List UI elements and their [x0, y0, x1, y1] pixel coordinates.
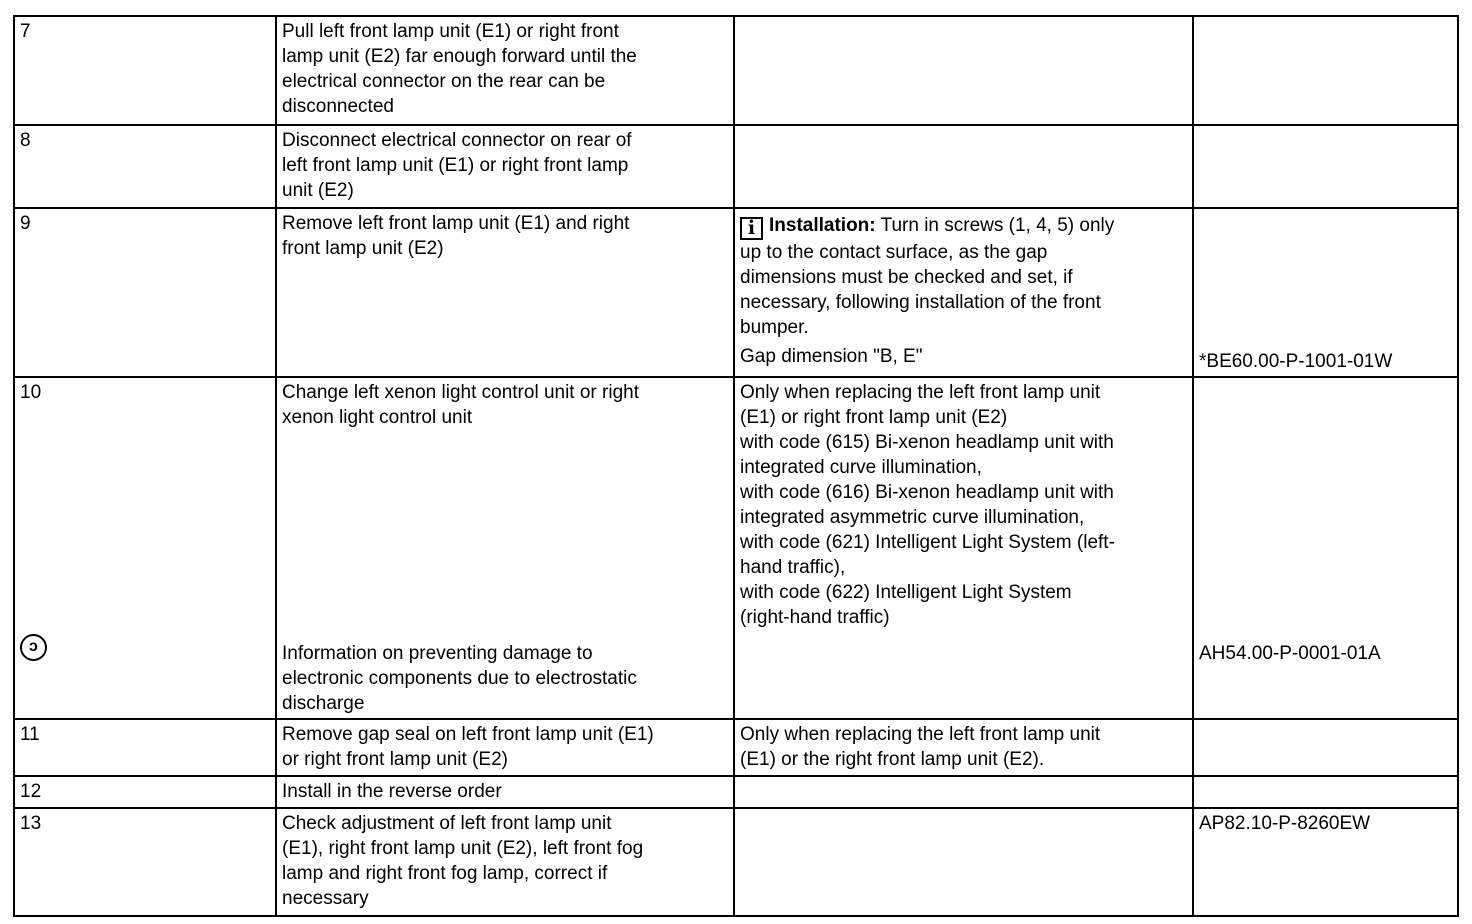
table-row — [14, 125, 1458, 208]
step-number: 12 — [14, 776, 276, 808]
reference-cell — [1193, 719, 1458, 776]
action-cell: Install in the reverse order — [276, 776, 734, 808]
reference-cell — [1193, 125, 1458, 208]
step-number: 13 — [14, 808, 276, 916]
action-cell: Change left xenon light control unit or right xenon light control unit Information on preventing damage to electronic components due to electrostatic discharge — [276, 377, 734, 719]
reference-link: *BE60.00-P-1001-01W — [1199, 351, 1393, 372]
reference-cell — [1193, 808, 1458, 916]
table-row — [14, 208, 1458, 377]
step-number: 9 — [14, 208, 276, 377]
table-row — [14, 377, 1458, 719]
step-number: 7 — [14, 16, 276, 125]
step-number: 8 — [14, 125, 276, 208]
notes-cell: Only when replacing the left front lamp unit (E1) or right front lamp unit (E2) with code (615) Bi-xenon headlamp unit with integrated curve illumination, with code (616) Bi-xenon headlamp unit with integrated asymmetric curve illumination, with code (621) Intelligent Light System (left- hand traffic), with code (622) Intelligent Light System (right-hand traffic) — [734, 377, 1193, 719]
procedure-table — [13, 15, 1459, 917]
step-number: 10 ᴐ — [14, 377, 276, 719]
notes-cell — [734, 776, 1193, 808]
action-cell: Remove left front lamp unit (E1) and right front lamp unit (E2) — [276, 208, 734, 377]
gap-dimension: Gap dimension "B, E" — [740, 346, 923, 367]
reference-link: AH54.00-P-0001-01A — [1199, 643, 1381, 664]
action-cell: Disconnect electrical connector on rear of left front lamp unit (E1) or right front lamp unit (E2) — [276, 125, 734, 208]
notes-cell — [734, 808, 1193, 916]
notes-cell — [734, 16, 1193, 125]
table-row — [14, 776, 1458, 808]
notes-cell: Only when replacing the left front lamp unit (E1) or the right front lamp unit (E2). — [734, 719, 1193, 776]
esd-warning-icon: ᴐ — [20, 634, 47, 661]
reference-link: AP82.10-P-8260EW — [1199, 813, 1371, 834]
action-cell: Check adjustment of left front lamp unit (E1), right front lamp unit (E2), left front fog lamp and right front fog lamp, correct if necessary — [276, 808, 734, 916]
reference-cell — [1193, 776, 1458, 808]
action-cell: Pull left front lamp unit (E1) or right front lamp unit (E2) far enough forward until the electrical connector on the rear can be disconnected — [276, 16, 734, 125]
reference-cell — [1193, 377, 1458, 719]
table-row — [14, 719, 1458, 776]
reference-cell — [1193, 16, 1458, 125]
notes-cell — [734, 125, 1193, 208]
notes-cell: i Installation: Turn in screws (1, 4, 5) only up to the contact surface, as the gap dimensions must be checked and set, if necessary, following installation of the front bumper. Gap dimension "B, E" — [734, 208, 1193, 377]
table-row — [14, 16, 1458, 125]
table-row — [14, 808, 1458, 916]
info-icon: i — [740, 217, 763, 240]
installation-label: Installation: — [769, 215, 876, 236]
step-number: 11 — [14, 719, 276, 776]
reference-cell — [1193, 208, 1458, 377]
action-cell: Remove gap seal on left front lamp unit (E1) or right front lamp unit (E2) — [276, 719, 734, 776]
